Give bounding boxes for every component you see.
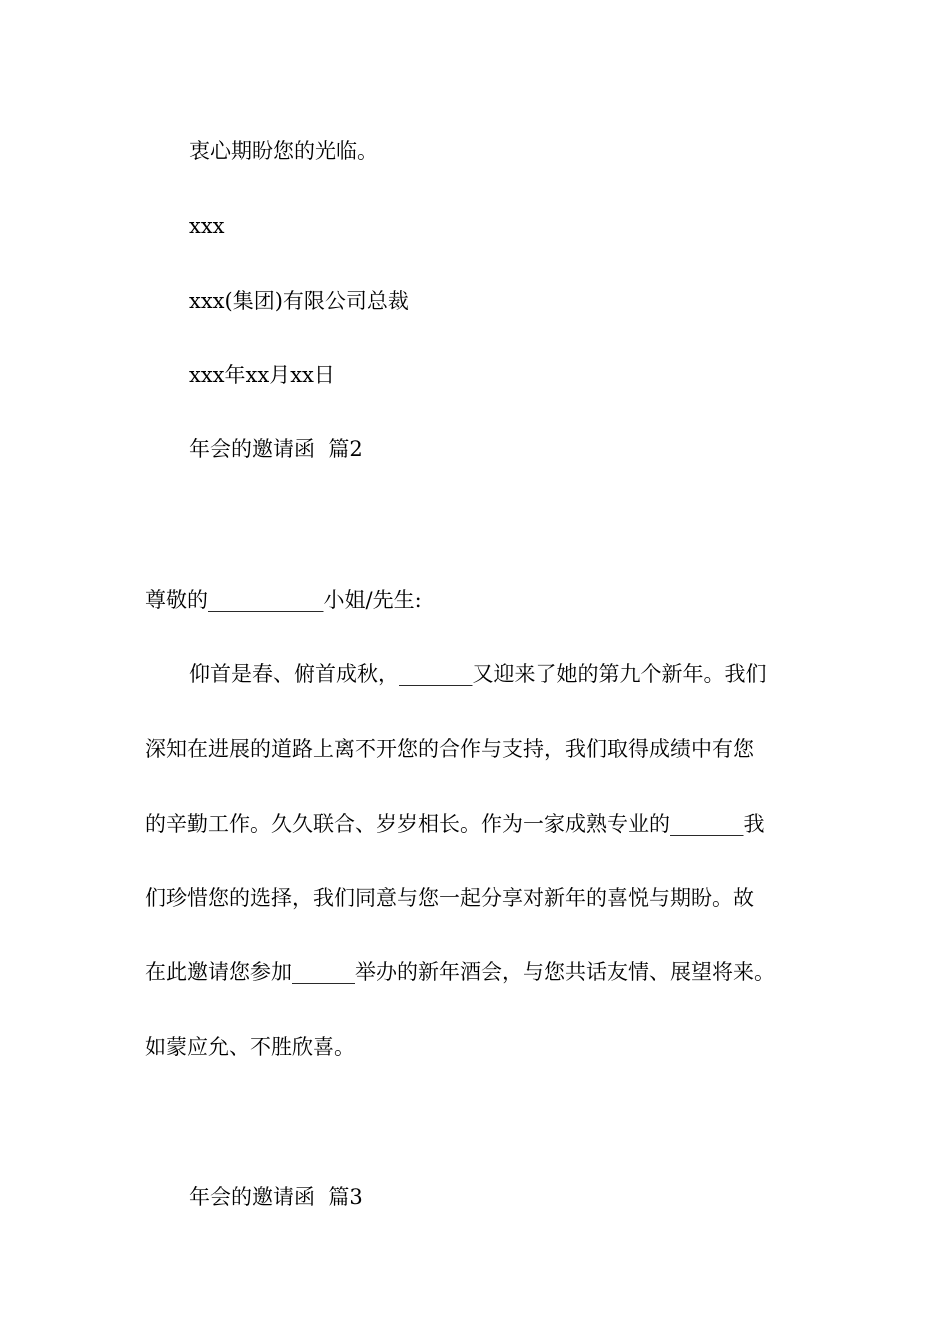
body-paragraph-line: 如蒙应允、不胜欣喜。	[145, 1035, 355, 1059]
body-paragraph-line: 的辛勤工作。久久联合、岁岁相长。作为一家成熟专业的_______我	[145, 812, 765, 836]
body-paragraph-line: 在此邀请您参加______举办的新年酒会，与您共话友情、展望将来。	[145, 960, 775, 984]
salutation: 尊敬的___________小姐/先生:	[145, 588, 422, 612]
closing-line: 衷心期盼您的光临。	[189, 139, 378, 163]
body-paragraph-line: 深知在进展的道路上离不开您的合作与支持，我们取得成绩中有您	[145, 737, 754, 761]
company-title: xxx(集团)有限公司总裁	[189, 289, 409, 313]
body-paragraph-line: 仰首是春、俯首成秋，_______又迎来了她的第九个新年。我们	[189, 662, 767, 686]
body-paragraph-line: 们珍惜您的选择，我们同意与您一起分享对新年的喜悦与期盼。故	[145, 886, 754, 910]
signer-name: xxx	[189, 214, 225, 238]
letter-date: xxx年xx月xx日	[189, 363, 335, 387]
section-heading-3: 年会的邀请函 篇3	[189, 1185, 363, 1209]
section-heading-2: 年会的邀请函 篇2	[189, 437, 363, 461]
